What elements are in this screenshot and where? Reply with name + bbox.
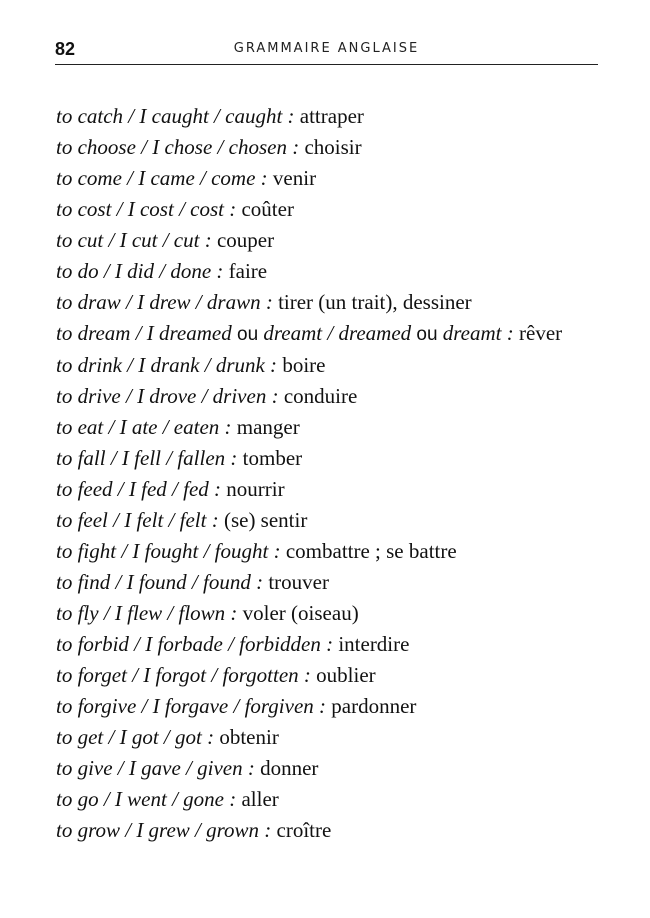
verb-forms: to fight / I fought / fought :: [56, 539, 281, 563]
verb-translation: manger: [236, 415, 300, 439]
verb-forms: to cut / I cut / cut :: [56, 228, 212, 252]
verb-entry: [56, 691, 616, 722]
verb-entry: [56, 474, 616, 505]
verb-translation: obtenir: [219, 725, 279, 749]
verb-translation: tomber: [242, 446, 303, 470]
verb-entry: [56, 815, 616, 846]
verb-forms: to come / I came / come :: [56, 166, 268, 190]
verb-forms: to give / I gave / given :: [56, 756, 255, 780]
verb-entry: [56, 598, 616, 629]
verb-entry: [56, 660, 616, 691]
verb-entry: [56, 629, 616, 660]
verb-forms: to dream / I dreamed: [56, 321, 232, 345]
verb-translation: faire: [228, 259, 268, 283]
verb-translation: pardonner: [331, 694, 417, 718]
verb-translation: conduire: [283, 384, 358, 408]
verb-translation: donner: [260, 756, 319, 780]
verb-forms: to drive / I drove / driven :: [56, 384, 279, 408]
verb-entry: [56, 412, 616, 443]
verb-entry: [56, 194, 616, 225]
verb-entry: [56, 287, 616, 318]
verb-entry: [56, 318, 616, 350]
verb-translation: nourrir: [226, 477, 285, 501]
verb-forms: to drink / I drank / drunk :: [56, 353, 278, 377]
verb-entry: [56, 132, 616, 163]
verb-translation: tirer (un trait), dessiner: [278, 290, 472, 314]
verb-translation: combattre ; se battre: [285, 539, 457, 563]
verb-entry: [56, 381, 616, 412]
verb-entry: [56, 567, 616, 598]
verb-translation: boire: [282, 353, 326, 377]
verb-entry: [56, 443, 616, 474]
verb-translation: rêver: [519, 321, 563, 345]
verb-entry: [56, 350, 616, 381]
verb-entry: [56, 256, 616, 287]
verb-translation: (se) sentir: [223, 508, 308, 532]
verb-forms: to feel / I felt / felt :: [56, 508, 219, 532]
verb-entry: [56, 101, 616, 132]
verb-translation: coûter: [241, 197, 294, 221]
verb-entry: [56, 784, 616, 815]
verb-forms: to get / I got / got :: [56, 725, 215, 749]
alternative-connector: ou: [237, 324, 259, 345]
verb-translation: choisir: [304, 135, 362, 159]
verb-translation: couper: [216, 228, 275, 252]
page-number: 82: [55, 39, 76, 59]
verb-forms: to catch / I caught / caught :: [56, 104, 295, 128]
verb-forms: to forget / I forgot / forgotten :: [56, 663, 311, 687]
irregular-verb-list: [56, 101, 616, 846]
verb-forms: to go / I went / gone :: [56, 787, 237, 811]
verb-translation: croître: [276, 818, 332, 842]
verb-translation: voler (oiseau): [242, 601, 359, 625]
verb-forms: to draw / I drew / drawn :: [56, 290, 273, 314]
verb-translation: interdire: [338, 632, 410, 656]
verb-translation: aller: [241, 787, 279, 811]
verb-entry: [56, 163, 616, 194]
verb-forms: to forbid / I forbade / forbidden :: [56, 632, 334, 656]
verb-forms: to fly / I flew / flown :: [56, 601, 238, 625]
verb-forms: to forgive / I forgave / forgiven :: [56, 694, 327, 718]
verb-translation: venir: [272, 166, 317, 190]
running-title: GRAMMAIRE ANGLAISE: [233, 41, 420, 56]
verb-forms: dreamt / dreamed: [263, 321, 412, 345]
verb-forms: to find / I found / found :: [56, 570, 264, 594]
verb-entry: [56, 536, 616, 567]
verb-entry: [56, 225, 616, 256]
alternative-connector: ou: [416, 324, 438, 345]
verb-forms: to grow / I grew / grown :: [56, 818, 272, 842]
verb-forms: dreamt :: [442, 321, 514, 345]
verb-forms: to eat / I ate / eaten :: [56, 415, 232, 439]
verb-forms: to do / I did / done :: [56, 259, 224, 283]
verb-entry: [56, 722, 616, 753]
verb-forms: to choose / I chose / chosen :: [56, 135, 300, 159]
verb-translation: attraper: [299, 104, 364, 128]
verb-translation: oublier: [316, 663, 376, 687]
verb-forms: to fall / I fell / fallen :: [56, 446, 238, 470]
verb-forms: to cost / I cost / cost :: [56, 197, 237, 221]
verb-forms: to feed / I fed / fed :: [56, 477, 222, 501]
verb-entry: [56, 753, 616, 784]
running-header: [55, 38, 598, 65]
verb-entry: [56, 505, 616, 536]
verb-translation: trouver: [268, 570, 329, 594]
